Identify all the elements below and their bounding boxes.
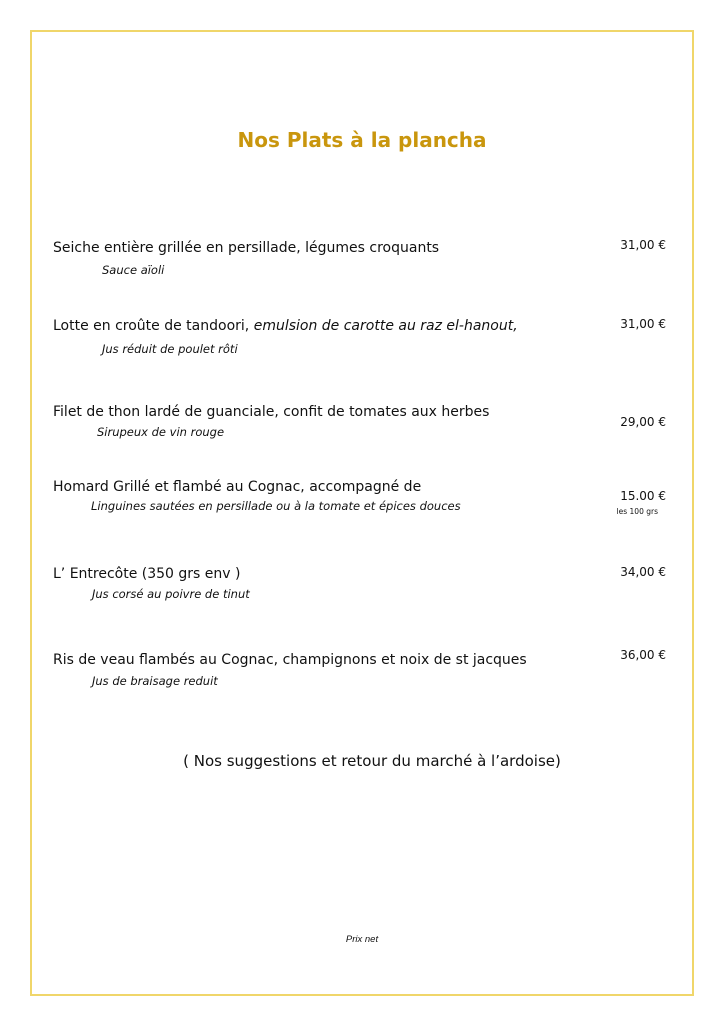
dish-name <box>53 318 518 334</box>
dish-price: 29,00 € <box>620 415 666 429</box>
dish-price: 36,00 € <box>620 648 666 662</box>
dish-sub: Sauce aïoli <box>102 263 165 277</box>
dish-price: 34,00 € <box>620 565 666 579</box>
page-title: Nos Plats à la plancha <box>237 128 487 152</box>
dish-name: Seiche entière grillée en persillade, légumes croquants <box>53 240 440 256</box>
dish-price: 31,00 € <box>620 238 666 252</box>
footer-price-note: Prix net <box>345 934 379 945</box>
menu-border <box>30 30 694 996</box>
dish-sub: Jus réduit de poulet rôti <box>102 342 238 356</box>
dish-price: 31,00 € <box>620 317 666 331</box>
dish-sub: Sirupeux de vin rouge <box>97 425 225 439</box>
dish-name: L’ Entrecôte (350 grs env ) <box>53 566 241 582</box>
dish-name: Ris de veau flambés au Cognac, champignons et noix de st jacques <box>53 652 527 668</box>
dish-sub: Linguines sautées en persillade ou à la tomate et épices douces <box>91 499 461 513</box>
dish-name: Filet de thon lardé de guanciale, confit de tomates aux herbes <box>53 404 490 420</box>
dish-sub: Jus de braisage reduit <box>92 674 218 688</box>
dish-price: 15.00 € <box>620 489 666 503</box>
price-unit-note: les 100 grs <box>616 507 658 516</box>
dish-name-main: Lotte en croûte de tandoori, <box>53 318 254 334</box>
dish-sub: Jus corsé au poivre de tinut <box>92 587 250 601</box>
dish-name: Homard Grillé et flambé au Cognac, accompagné de <box>53 479 422 495</box>
suggestion-note: ( Nos suggestions et retour du marché à l’ardoise) <box>183 752 561 770</box>
dish-name-italic: emulsion de carotte au raz el-hanout, <box>253 318 518 334</box>
